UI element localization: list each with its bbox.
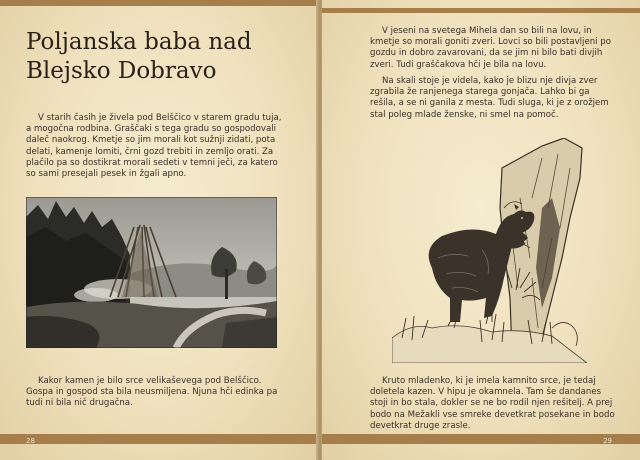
left-paragraph-2: Kakor kamen je bilo srce velikaševega pod Belščico. Gospa in gospod sta bila neusmiljena. Njuna hči edinka pa tudi ni bila nič drugačna. — [26, 376, 278, 409]
bottom-band — [0, 434, 318, 444]
right-paragraph-3: Kruto mladenko, ki je imela kamnito srce, je tedaj doletela kazen. V hipu je okamnela. Tam še dandanes stoji in bo stala, dokler se ne bo rodil njen rešitelj. A prej bodo na Mežakli vse smreke devetkrat posekane in bodo devetkrat druge zrasle. — [370, 376, 615, 431]
right-paragraph-2: Na skali stoje je videla, kako je blizu nje divja zver zgrabila že ranjenega starega gonjača. Lahko bi ga rešila, a se ni ganila z mesta. Tudi sluga, ki je z orožjem stal poleg mlade ženske, ni smel na pomoč. — [370, 76, 609, 120]
story-title: Poljanska baba nad Blejsko Dobravo — [26, 29, 252, 84]
page-number: 28 — [26, 437, 35, 445]
landscape-illustration — [26, 197, 277, 348]
top-band — [322, 8, 640, 13]
right-page — [322, 0, 640, 460]
bottom-band — [322, 434, 640, 444]
left-paragraph-1: V starih časih je živela pod Belščico v starem gradu tuja, a mogočna rodbina. Graščaki s tega gradu so gospodovali daleč naokrog. Kmetje so jim morali kot sužnji zidati, pota delati, kamenje lomiti, črni gozd trebiti in zemljo orati. Za plačilo pa so dostikrat morali sedeti v temni ječi, za katero so sami presejali pesek in žgali apno. — [26, 113, 282, 180]
page-number: 29 — [603, 437, 612, 445]
left-page — [0, 0, 318, 460]
top-band — [0, 0, 318, 6]
bear-engraving — [392, 138, 587, 363]
right-paragraph-1: V jeseni na svetega Mihela dan so bili na lovu, in kmetje so morali goniti zveri. Lovci so bili postavljeni po gozdu in dobro zavarovani, da se jim ni bilo bati divjih zveri. Tudi graščakova hči je bila na lovu. — [370, 26, 612, 70]
